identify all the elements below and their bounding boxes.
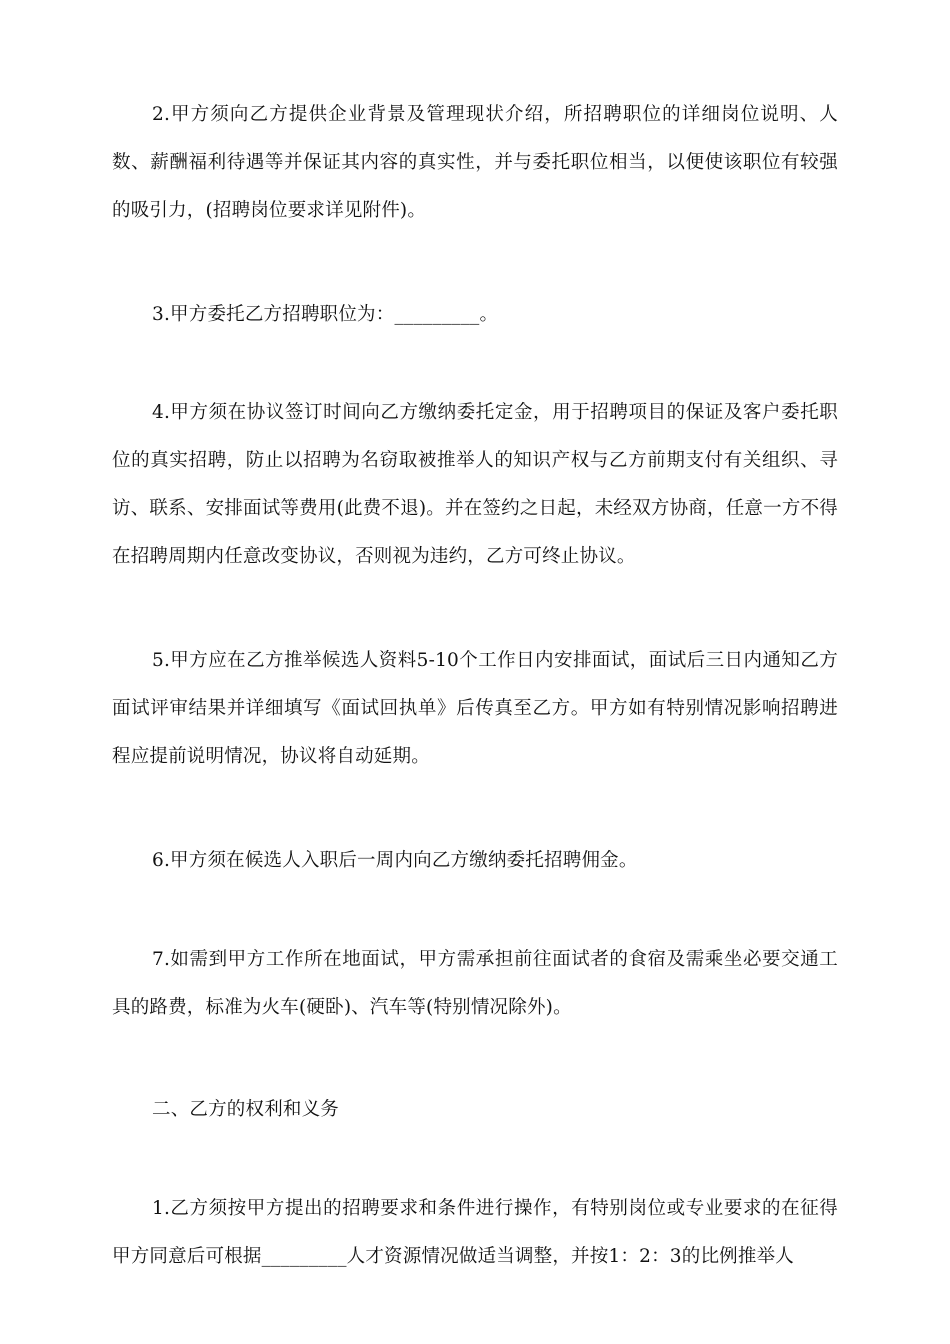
clause-7-paragraph: 7.如需到甲方工作所在地面试，甲方需承担前往面试者的食宿及需乘坐必要交通工具的路费，标准为火车(硬卧)、汽车等(特别情况除外)。 [112, 949, 838, 1018]
party-b-clause-1-paragraph: 1.乙方须按甲方提出的招聘要求和条件进行操作，有特别岗位或专业要求的在征得甲方同意后可根据_________人才资源情况做适当调整，并按1：2：3的比例推举人 [112, 1198, 838, 1267]
clause-6-paragraph: 6.甲方须在候选人入职后一周内向乙方缴纳委托招聘佣金。 [152, 850, 638, 871]
clause-3-paragraph: 3.甲方委托乙方招聘职位为：_________。 [152, 304, 499, 325]
clause-2-paragraph: 2.甲方须向乙方提供企业背景及管理现状介绍，所招聘职位的详细岗位说明、人数、薪酬福利待遇等并保证其内容的真实性，并与委托职位相当，以便使该职位有较强的吸引力，(招聘岗位要求详见附件)。 [112, 104, 838, 221]
clause-5-paragraph: 5.甲方应在乙方推举候选人资料5-10个工作日内安排面试，面试后三日内通知乙方面试评审结果并详细填写《面试回执单》后传真至乙方。甲方如有特别情况影响招聘进程应提前说明情况，协议将自动延期。 [112, 650, 838, 767]
clause-4-paragraph: 4.甲方须在协议签订时间向乙方缴纳委托定金，用于招聘项目的保证及客户委托职位的真实招聘，防止以招聘为名窃取被推举人的知识产权与乙方前期支付有关组织、寻访、联系、安排面试等费用(此费不退)。并在签约之日起，未经双方协商，任意一方不得在招聘周期内任意改变协议，否则视为违约，乙方可终止协议。 [112, 402, 838, 567]
section-heading-party-b: 二、乙方的权利和义务 [152, 1099, 340, 1120]
